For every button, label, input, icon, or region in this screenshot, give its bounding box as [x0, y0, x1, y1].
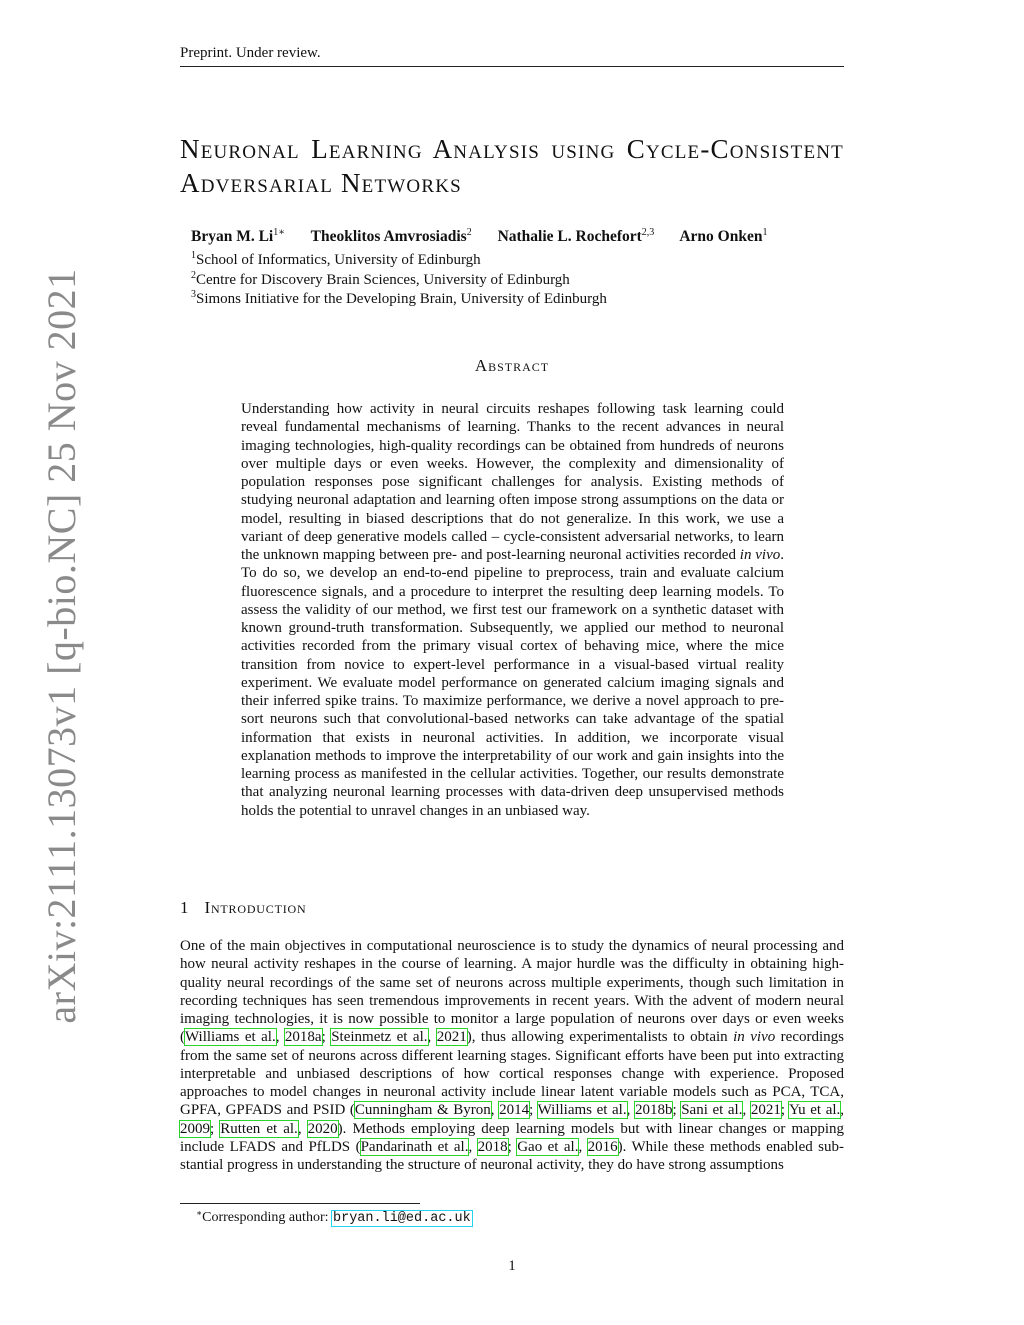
citation-link[interactable]: 2018b	[634, 1102, 673, 1119]
page-number: 1	[508, 1258, 516, 1274]
citation-link[interactable]: Cunningham & Byron	[354, 1102, 491, 1119]
author-3: Nathalie L. Rochefort$^{2,3}$	[497, 227, 655, 245]
citation-link[interactable]: 2014	[499, 1102, 530, 1119]
section-title: Introduction	[204, 898, 307, 917]
citation-link[interactable]: 2021	[436, 1029, 467, 1046]
citation-link[interactable]: Williams et al.	[537, 1102, 627, 1119]
footnote-corresponding-author: ∗Corresponding author: bryan.li@ed.ac.uk	[196, 1208, 471, 1226]
citation-link[interactable]: 2016	[587, 1138, 618, 1155]
abstract-heading: Abstract	[474, 356, 550, 375]
running-header: Preprint. Under review.	[180, 44, 844, 67]
citation-link[interactable]: 2009	[180, 1120, 210, 1137]
citation-link[interactable]: Williams et al.	[185, 1029, 276, 1046]
abstract-text: Understanding how activity in neural circuits reshapes following task learning could reveal fundamental mechanisms of learning. Thanks to the recent advances in neural imaging technologies, high-quality recordings can be obtained from hundreds of neurons over multiple days or even weeks. However, the complexity and dimensionality of population responses pose significant challenges for analysis. Existing methods of studying neuronal adaptation and learning often impose strong assumptions on the data or model, resulting in biased descriptions that do not generalize. In this work, we use a variant of deep generative models called – cycle-consistent adversarial networks, to learn the unknown mapping between pre- and post-learning neuronal activities recorded in vivo. To do so, we develop an end-to-end pipeline to preprocess, train and evaluate calcium fluorescence signals, and a procedure to interpret the resulting deep learning models. To assess the validity of our method, we first test our framework on a synthetic dataset with known ground-truth transformation. Subsequently, we applied our method to neuronal activities recorded from the primary visual cortex of behaving mice, where the mice transition from novice to expert-level performance in a visual-based virtual reality experiment. We evaluate model performance on generated calcium imaging signals and their inferred spike trains. To maximize performance, we derive a novel approach to pre-sort neurons such that convolutional-based networks can take advantage of the spatial information that exists in neuronal activities. In addition, we incorporate visual explanation methods to improve the interpretability of our work and gain insights into the learning process as manifested in the cellular activities. Together, our results demonstrate that analyzing neuronal learning processes with data-driven deep unsupervised methods holds the potential to unravel changes in an unbiased way.	[241, 401, 784, 819]
citation-link[interactable]: Gao et al.	[517, 1138, 579, 1155]
citation-link[interactable]: Steinmetz et al.	[331, 1029, 428, 1046]
citation-link[interactable]: 2018	[477, 1138, 508, 1155]
introduction-paragraph: One of the main objectives in computational neuroscience is to study the dynamics of neural processing and how neural activity reshapes in the course of learning. A major hurdle was the difficulty in obtaining high-quality neural recordings of the same set of neurons across multiple experiments, though such limitation in recording techniques has seen tremendous improvements in recent years. With the advent of modern neural imaging technologies, it is now possible to monitor a large population of neurons over days or even weeks (Williams et al., 2018a; Steinmetz et al., 2021), thus allowing experimentalists to obtain in vivo recordings from the same set of neurons across different learning stages. Significant efforts have been put into extracting interpretable and unbiased descriptions of how cortical responses change with experience. Proposed approaches to model changes in neuronal activity include linear latent variable models such as PCA, TCA, GPFA, GPFADS and PSID (Cunningham & Byron, 2014; Williams et al., 2018b; Sani et al., 2021; Yu et al., 2009; Rutten et al., 2020). Methods employing deep learning models but with linear changes or mapping include LFADS and PfLDS (Pandarinath et al., 2018; Gao et al., 2016). While these methods enabled substantial progress in understanding the structure of neuronal activity, they do have strong assumptions	[180, 938, 845, 1173]
email-link[interactable]: bryan.li@ed.ac.uk	[333, 1211, 471, 1226]
affiliation-1: $^1$School of Informatics, University of Edinburgh	[191, 250, 481, 268]
affiliation-3: $^3$Simons Initiative for the Developing Brain, University of Edinburgh	[191, 289, 607, 307]
arxiv-identifier-stamp: arXiv:2111.13073v1 [q-bio.NC] 25 Nov 2021	[39, 268, 84, 1024]
citation-link[interactable]: Rutten et al.	[220, 1120, 298, 1137]
citation-link[interactable]: Yu et al.	[789, 1102, 841, 1119]
citation-link[interactable]: 2021	[750, 1102, 781, 1119]
section-heading-introduction	[180, 898, 844, 918]
section-number: 1	[180, 898, 189, 917]
footnote-divider	[180, 1203, 420, 1204]
author-2: Theoklitos Amvrosiadis$^2$	[310, 227, 472, 245]
citation-link[interactable]: Pandarinath et al.	[360, 1138, 469, 1155]
author-4: Arno Onken$^1$	[679, 227, 768, 245]
citation-link[interactable]: Sani et al.	[681, 1102, 743, 1119]
citation-link[interactable]: 2020	[307, 1120, 338, 1137]
citation-link[interactable]: 2018a	[284, 1029, 322, 1046]
author-1: Bryan M. $Li^{1∗}$	[191, 227, 286, 245]
author-list	[191, 227, 851, 247]
affiliation-2: $^2$Centre for Discovery Brain Sciences, University of Edinburgh	[191, 269, 570, 288]
paper-title: Neuronal Learning Analysis using Cycle-Consistent Adversarial Networks	[180, 134, 844, 198]
affiliation-list	[191, 251, 811, 310]
